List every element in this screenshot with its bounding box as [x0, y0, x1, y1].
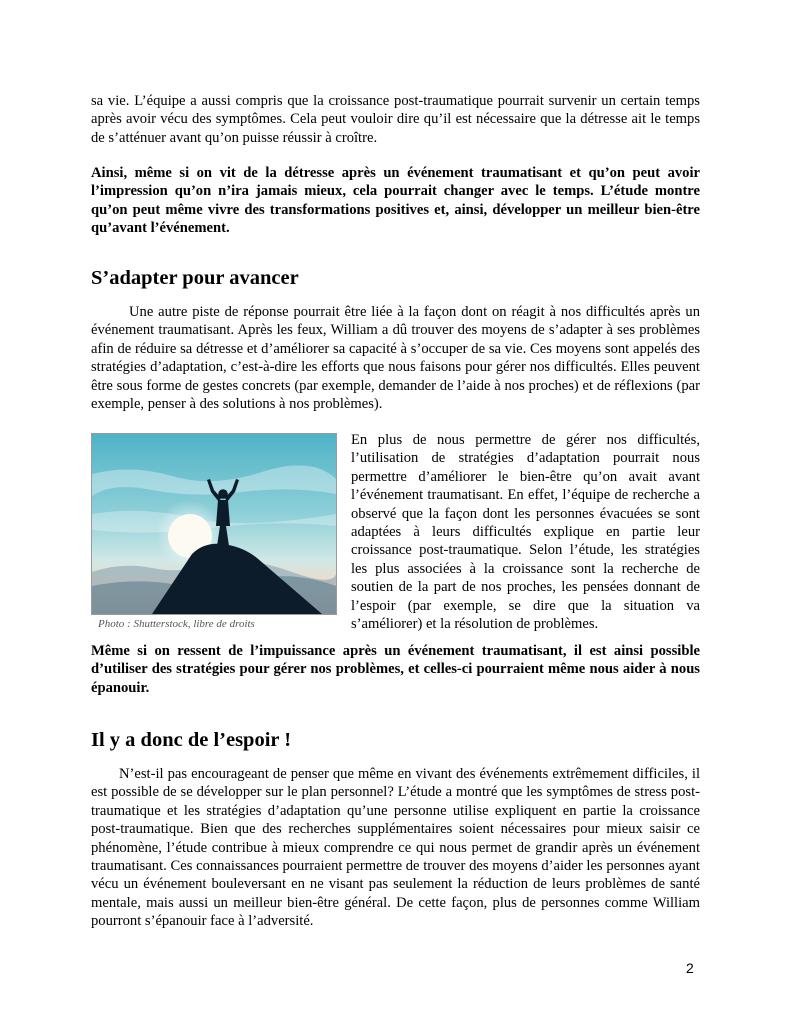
bold-summary-1: Ainsi, même si on vit de la détresse après un événement traumatisant et qu’on peut avoir l’impression qu’on n’ira jamais mieux, cela pourrait changer avec le temps. L’étude montre qu’on peut même vivre des transformations positives et, ainsi, développer un meilleur bien-être qu’avant l’événement. [91, 165, 700, 237]
section-heading-hope: Il y a donc de l’espoir ! [91, 729, 292, 751]
section-hope-heading-block [91, 728, 700, 752]
summary-block-1 [91, 164, 700, 238]
intro-block [91, 92, 700, 147]
section-adapt-body [91, 303, 700, 413]
section-adapt-heading-block [91, 266, 700, 290]
bold-summary-2: Même si on ressent de l’impuissance après un événement traumatisant, il est ainsi possible d’utiliser des stratégies pour gérer nos problèmes, et celles-ci pourraient même nous aider à nous épanouir. [91, 643, 700, 696]
page-number: 2 [686, 960, 694, 976]
intro-paragraph: sa vie. L’équipe a aussi compris que la croissance post-traumatique pourrait survenir un certain temps après avoir vécu des symptômes. Cela peut vouloir dire qu’il est nécessaire que la détresse ait le temps de s’atténuer avant qu’on puisse réussir à croître. [91, 93, 700, 146]
section-hope-body [91, 765, 700, 931]
adapt-paragraph: Une autre piste de réponse pourrait être liée à la façon dont on réagit à nos difficultés après un événement traumatisant. Après les feux, William a dû trouver des moyens de s’adapter à ses problèmes afin de réduire sa détresse et d’améliorer sa capacité à s’occuper de sa vie. Ces moyens sont appelés des stratégies d’adaptation, c’est-à-dire les efforts que nous faisons pour gérer nos difficultés. Elles peuvent être sous forme de gestes concrets (par exemple, demander de l’aide à nos proches) et de réflexions (par exemple, penser à des solutions à nos problèmes). [91, 304, 700, 413]
adapt-side-paragraph: En plus de nous permettre de gérer nos difficultés, l’utilisation de stratégies d’adaptation pourrait nous permettre d’améliorer le bien-être qu’on avait avant l’événement traumatisant. En effet, l’équipe de recherche a observé que la façon dont les personnes évacuées se sont adaptées à leurs difficultés explique en partie leur croissance post-traumatique. Selon l’étude, les stratégies les plus associées à la croissance sont la recherche de soutien de la part de nos proches, les pensées donnant de l’espoir (par exemple, se dire que la situation va s’améliorer) et la résolution de problèmes. [351, 432, 700, 633]
section-heading-adapt: S’adapter pour avancer [91, 267, 299, 289]
summary-block-2 [91, 642, 700, 697]
photo-figure [91, 433, 337, 631]
hope-paragraph: N’est-il pas encourageant de penser que même en vivant des événements extrêmement difficiles, il est possible de se développer sur le plan personnel? L’étude a montré que les symptômes de stress post-traumatique et les stratégies d’adaptation qu’une personne utilise expliquent en partie la croissance post-traumatique. Bien que des recherches supplémentaires soient nécessaires pour mieux saisir ce phénomène, l’étude contribue à mieux comprendre ce qui nous permet de grandir après un événement traumatisant. Ces connaissances pourraient permettre de trouver des moyens d’aider les personnes ayant vécu un événement bouleversant en ne visant pas seulement la réduction de leurs problèmes de santé mentale, mais aussi un meilleur bien-être général. De cette façon, plus de personnes comme William pourront s’épanouir face à l’adversité. [91, 766, 700, 930]
side-text-block [351, 431, 700, 633]
mountain-summit-photo [91, 433, 337, 615]
photo-caption: Photo : Shutterstock, libre de droits [98, 618, 255, 630]
